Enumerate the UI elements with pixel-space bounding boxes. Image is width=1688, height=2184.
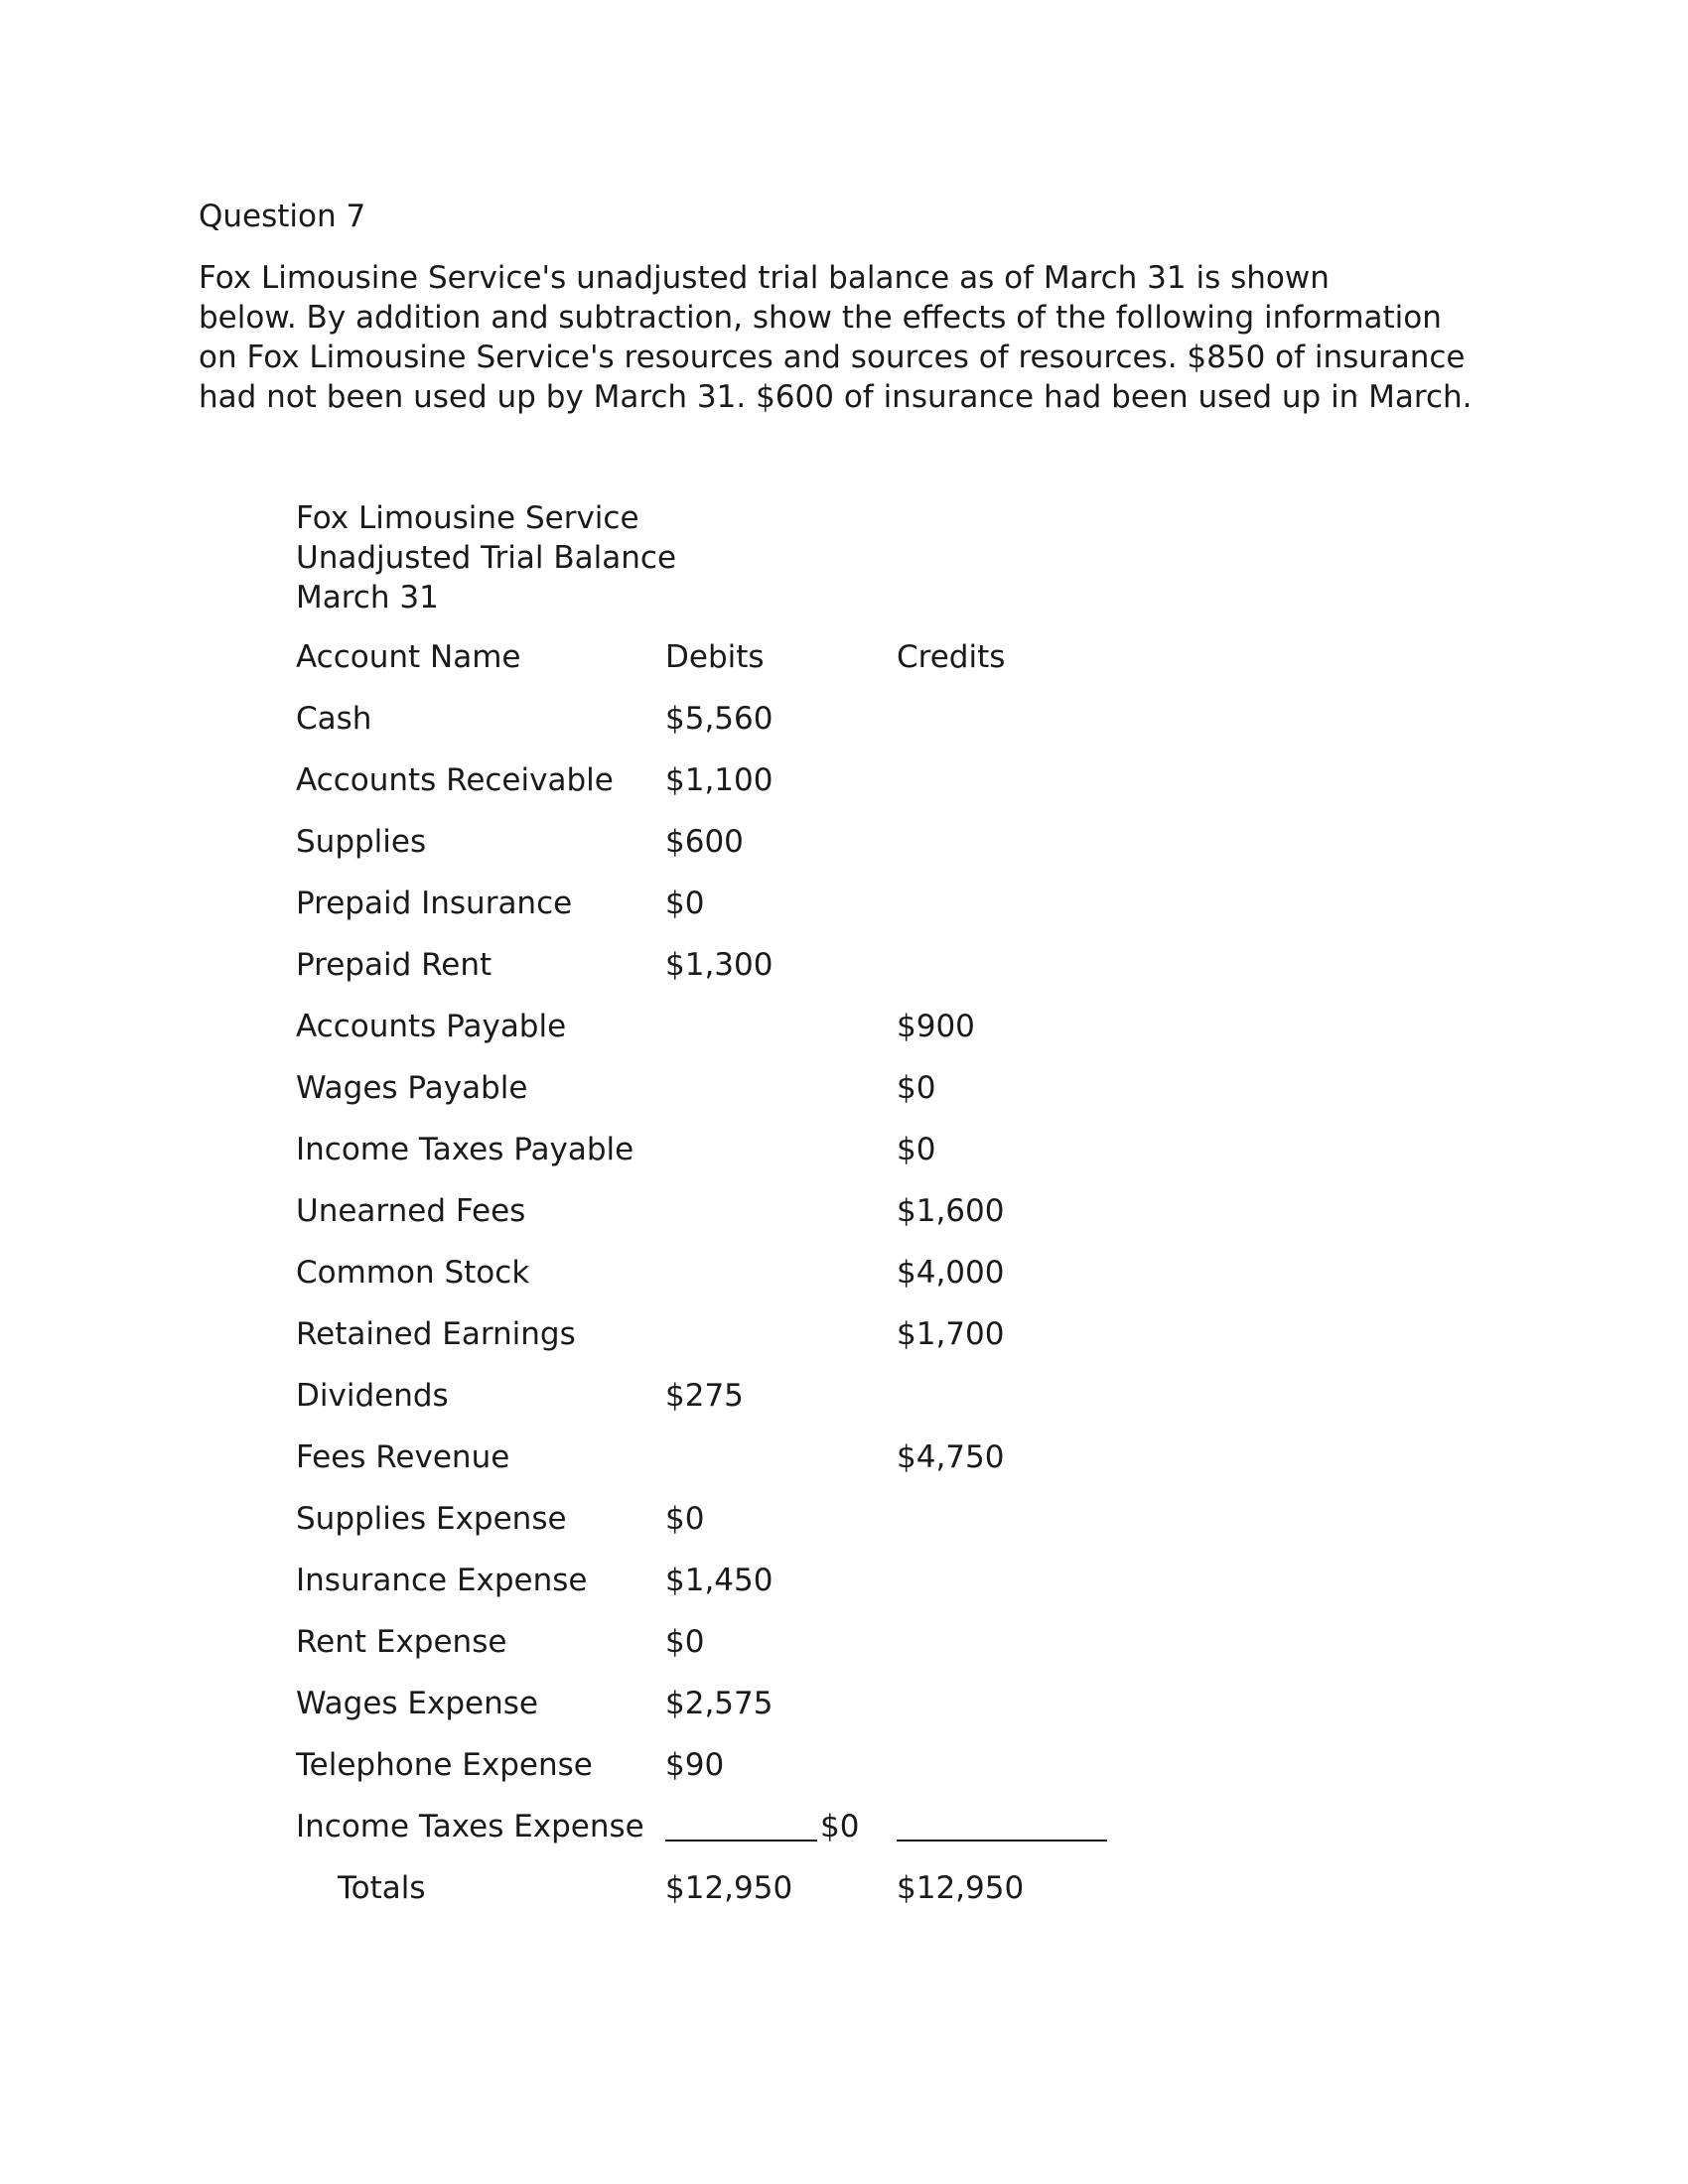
account-name: Telephone Expense	[296, 1747, 593, 1783]
account-name: Rent Expense	[296, 1624, 507, 1660]
debit-value: $2,575	[665, 1686, 774, 1721]
credit-value: $1,600	[897, 1193, 1005, 1229]
debit-value: $90	[665, 1747, 725, 1783]
debit-value: $0	[665, 1624, 705, 1660]
account-name-header: Account Name	[296, 639, 521, 675]
debit-value: $1,100	[665, 762, 774, 798]
debit-value: $600	[665, 824, 744, 860]
account-name: Retained Earnings	[296, 1316, 576, 1352]
account-name: Prepaid Insurance	[296, 886, 573, 921]
credits-header: Credits	[897, 639, 1006, 675]
credit-value: $4,000	[897, 1255, 1005, 1291]
credit-value: $1,700	[897, 1316, 1005, 1352]
table-row	[296, 822, 1190, 884]
account-name: Fees Revenue	[296, 1439, 510, 1475]
table-row	[296, 945, 1190, 1007]
table-row	[296, 1499, 1190, 1561]
company-name: Fox Limousine Service	[296, 500, 639, 536]
question-line: had not been used up by March 31. $600 of insurance had been used up in March.	[199, 379, 1473, 415]
account-name: Supplies	[296, 824, 427, 860]
account-name: Unearned Fees	[296, 1193, 526, 1229]
table-row	[296, 1068, 1190, 1130]
debit-value: $1,450	[665, 1563, 774, 1598]
table-row-income-taxes-expense	[296, 1807, 1190, 1868]
table-row	[296, 1376, 1190, 1437]
table-row	[296, 1684, 1190, 1745]
account-name: Accounts Receivable	[296, 762, 614, 798]
account-name: Dividends	[296, 1378, 449, 1414]
table-row	[296, 1745, 1190, 1807]
debit-value: $0	[665, 886, 705, 921]
report-date: March 31	[296, 580, 439, 615]
table-row	[296, 1561, 1190, 1622]
totals-label: Totals	[338, 1870, 426, 1906]
question-title: Question 7	[199, 199, 366, 234]
debits-header: Debits	[665, 639, 765, 675]
table-row	[296, 1130, 1190, 1191]
trial-balance-heading	[296, 498, 676, 617]
debit-value: $0	[820, 1809, 860, 1844]
credit-value: $900	[897, 1009, 975, 1044]
table-row	[296, 1622, 1190, 1684]
question-text	[199, 258, 1499, 417]
table-row	[296, 699, 1190, 760]
credit-value: $0	[897, 1070, 936, 1106]
account-name: Accounts Payable	[296, 1009, 567, 1044]
account-name: Insurance Expense	[296, 1563, 588, 1598]
account-name: Income Taxes Expense	[296, 1809, 644, 1844]
table-row	[296, 1191, 1190, 1253]
account-name: Common Stock	[296, 1255, 530, 1291]
credit-value: $4,750	[897, 1439, 1005, 1475]
table-row	[296, 884, 1190, 945]
table-row	[296, 1437, 1190, 1499]
credit-value: $0	[897, 1132, 936, 1167]
debit-value: $1,300	[665, 947, 774, 983]
account-name: Wages Payable	[296, 1070, 528, 1106]
debit-value: $275	[665, 1378, 744, 1414]
total-credits: $12,950	[897, 1870, 1025, 1906]
account-name: Supplies Expense	[296, 1501, 567, 1537]
debit-value: $0	[665, 1501, 705, 1537]
table-row	[296, 1253, 1190, 1314]
question-line: Fox Limousine Service's unadjusted trial balance as of March 31 is shown	[199, 260, 1330, 296]
account-name: Income Taxes Payable	[296, 1132, 634, 1167]
account-name: Prepaid Rent	[296, 947, 492, 983]
credit-underline	[897, 1840, 1107, 1842]
debit-value: $5,560	[665, 701, 774, 737]
account-name: Wages Expense	[296, 1686, 538, 1721]
trial-balance-table	[296, 637, 1190, 1930]
table-row	[296, 760, 1190, 822]
totals-row	[296, 1868, 1190, 1930]
report-title: Unadjusted Trial Balance	[296, 540, 677, 576]
debit-underline	[665, 1840, 817, 1842]
total-debits: $12,950	[665, 1870, 793, 1906]
table-row	[296, 1314, 1190, 1376]
table-body	[296, 699, 1190, 1807]
account-name: Cash	[296, 701, 372, 737]
table-row	[296, 1007, 1190, 1068]
question-line: below. By addition and subtraction, show the effects of the following information	[199, 300, 1442, 336]
table-header-row	[296, 637, 1190, 699]
question-line: on Fox Limousine Service's resources and sources of resources. $850 of insurance	[199, 340, 1466, 375]
